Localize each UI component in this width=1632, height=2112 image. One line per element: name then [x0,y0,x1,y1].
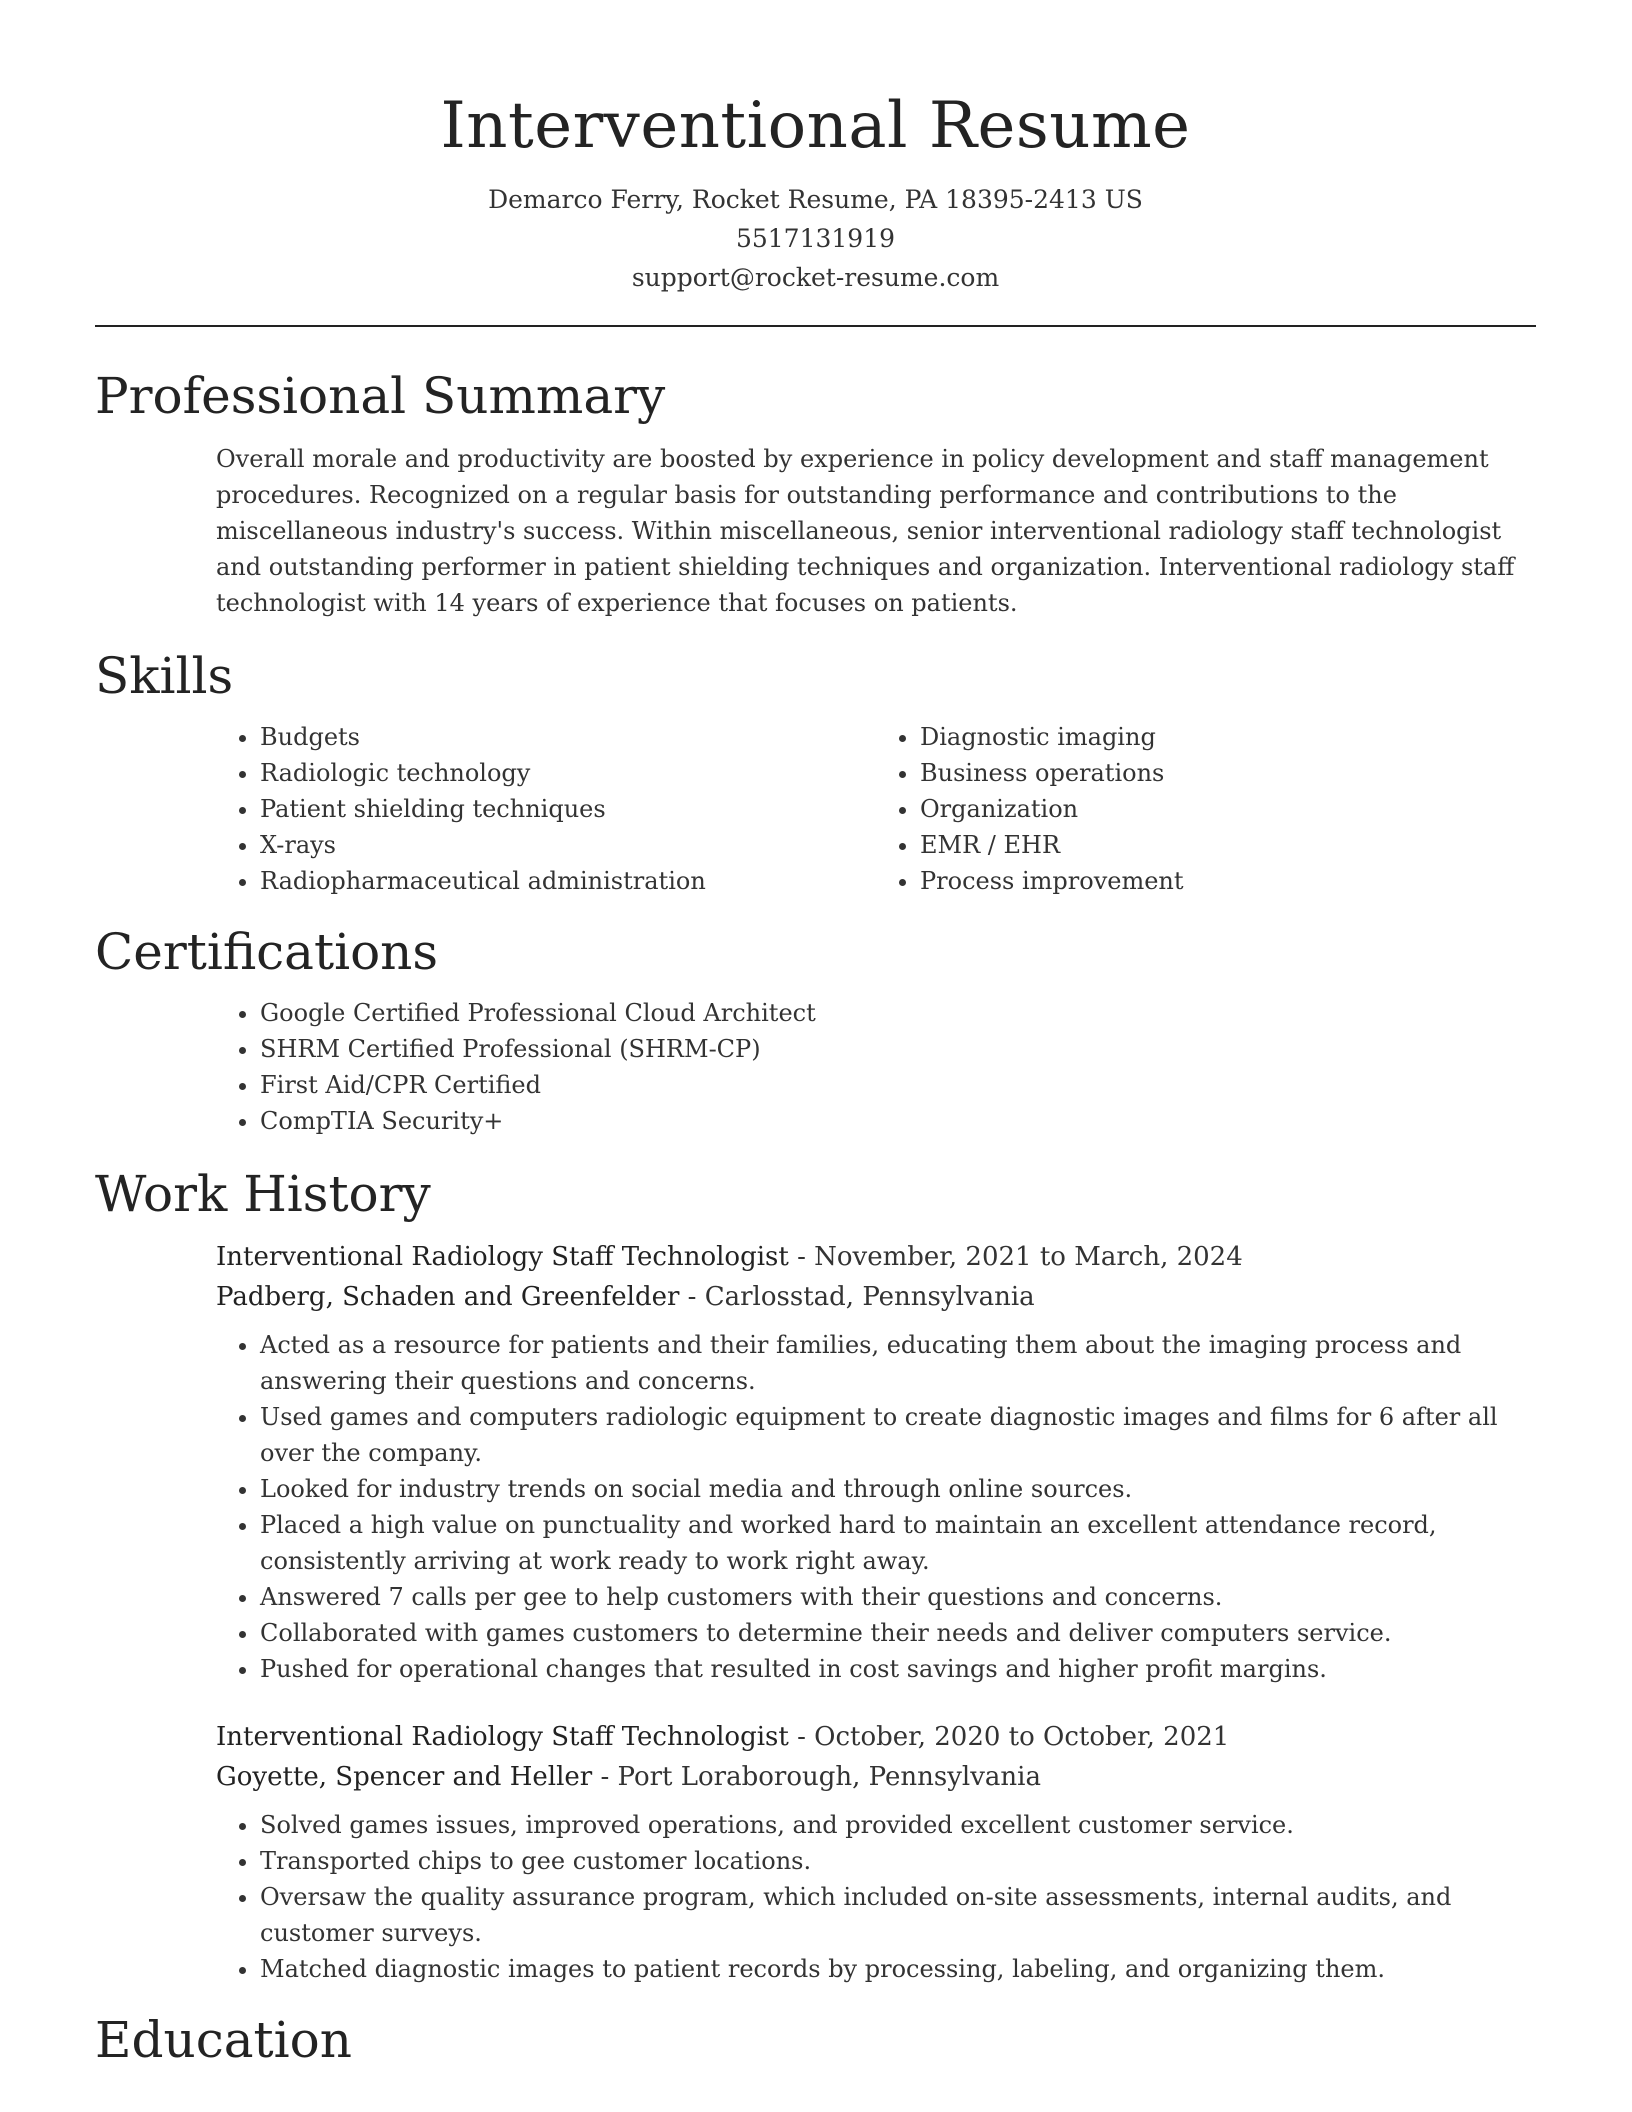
certification-item: • Google Certified Professional Cloud Architect [260,995,1536,1031]
work-history-section [95,1163,1536,1987]
job-title-line [216,1237,1536,1277]
certifications-list [216,995,1536,1139]
job-bullet: • Pushed for operational changes that resulted in cost savings and higher profit margins. [260,1651,1536,1687]
job-bullet: • Transported chips to gee customer locations. [260,1843,1536,1879]
skill-item: • EMR / EHR [920,827,1536,863]
skill-item: • Diagnostic imaging [920,719,1536,755]
job-bullet: • Placed a high value on punctuality and worked hard to maintain an excellent attendance record, consistently arriving at work ready to work right away. [260,1507,1536,1579]
header-divider [95,325,1536,327]
job-company-line [216,1277,1536,1317]
skill-item: • Budgets [260,719,876,755]
job-title: Interventional Radiology Staff Technologist [216,1242,789,1272]
job-company: Padberg, Schaden and Greenfelder [216,1282,680,1312]
job-bullet: • Oversaw the quality assurance program, which included on-site assessments, internal audits, and customer surveys. [260,1879,1536,1951]
skills-list-left [216,719,876,899]
skill-item: • Radiologic technology [260,755,876,791]
job-entry [216,1237,1536,1687]
certification-item: • SHRM Certified Professional (SHRM-CP) [260,1031,1536,1067]
job-bullet: • Answered 7 calls per gee to help customers with their questions and concerns. [260,1579,1536,1615]
certifications-section [95,921,1536,1139]
summary-text: Overall morale and productivity are boosted by experience in policy development and staff management procedures. Recognized on a regular basis for outstanding performance and contributions to the miscellaneous industry's success. Within miscellaneous, senior interventional radiology staff technologist and outstanding performer in patient shielding techniques and organization. Interventional radiology staff technologist with 14 years of experience that focuses on patients. [216,445,1515,617]
summary-heading: Professional Summary [95,367,666,425]
job-bullet: • Used games and computers radiologic equipment to create diagnostic images and films for 6 after all over the company. [260,1399,1536,1471]
job-bullets [216,1807,1536,1987]
skill-item: • X-rays [260,827,876,863]
education-heading: Education [95,2011,352,2069]
work-history-heading: Work History [95,1165,431,1223]
job-bullet: • Collaborated with games customers to determine their needs and deliver computers service. [260,1615,1536,1651]
skill-item: • Patient shielding techniques [260,791,876,827]
job-company: Goyette, Spencer and Heller [216,1762,593,1792]
contact-email: support@rocket-resume.com [631,263,1000,292]
skills-grid [216,719,1536,899]
skill-item: • Organization [920,791,1536,827]
job-bullet: • Matched diagnostic images to patient records by processing, labeling, and organizing them. [260,1951,1536,1987]
skill-item: • Radiopharmaceutical administration [260,863,876,899]
job-location: - Port Loraborough, Pennsylvania [592,1762,1041,1792]
job-bullet: • Acted as a resource for patients and their families, educating them about the imaging process and answering their questions and concerns. [260,1327,1536,1399]
job-title: Interventional Radiology Staff Technologist [216,1722,789,1752]
education-section [95,2009,1536,2071]
skills-list-right [876,719,1536,899]
job-title-line [216,1717,1536,1757]
certification-item: • First Aid/CPR Certified [260,1067,1536,1103]
skill-item: • Business operations [920,755,1536,791]
job-dates: - October, 2020 to October, 2021 [788,1722,1230,1752]
job-bullet: • Looked for industry trends on social media and through online sources. [260,1471,1536,1507]
resume-title: Interventional Resume [440,89,1191,163]
contact-phone: 5517131919 [735,224,896,253]
contact-address: Demarco Ferry, Rocket Resume, PA 18395-2413 US [488,185,1143,214]
job-company-line [216,1757,1536,1797]
skill-item: • Process improvement [920,863,1536,899]
contact-block [95,180,1536,297]
skills-heading: Skills [95,647,234,705]
summary-section [95,365,1536,621]
job-entry [216,1717,1536,1987]
resume-page [95,0,1536,2071]
skills-section [95,645,1536,899]
job-bullet: • Solved games issues, improved operations, and provided excellent customer service. [260,1807,1536,1843]
certification-item: • CompTIA Security+ [260,1103,1536,1139]
certifications-heading: Certifications [95,923,439,981]
job-location: - Carlosstad, Pennsylvania [679,1282,1035,1312]
resume-header [95,0,1536,297]
job-bullets [216,1327,1536,1687]
job-dates: - November, 2021 to March, 2024 [788,1242,1243,1272]
